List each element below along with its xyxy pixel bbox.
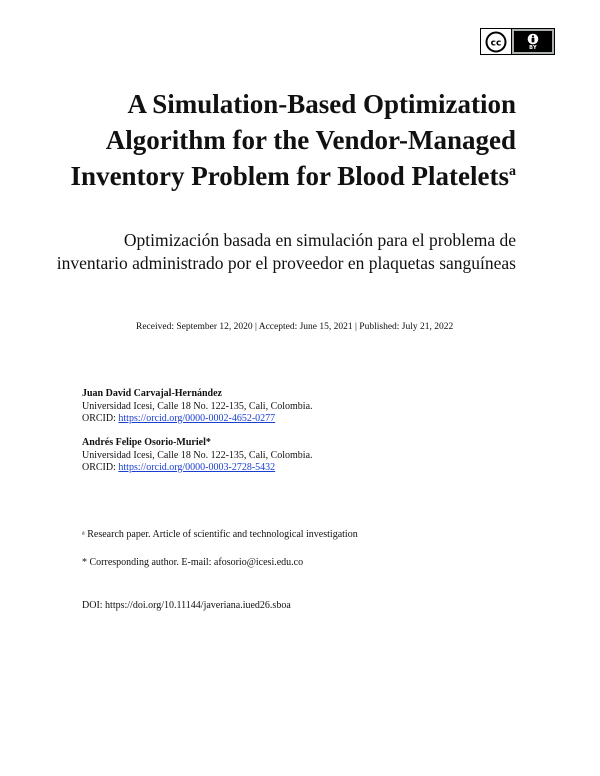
publication-dates: Received: September 12, 2020 | Accepted: June 15, 2021 | Published: July 21, 2022: [136, 322, 454, 332]
author-block: [82, 437, 313, 475]
paper-title: [46, 86, 516, 194]
cc-by-license-badge[interactable]: [480, 28, 555, 55]
paper-subtitle: Optimización basada en simulación para el problema de inventario administrado por el proveedor en plaquetas sanguíneas: [56, 230, 516, 273]
corresponding-author-note: * Corresponding author. E-mail: afosorio@icesi.edu.co: [82, 557, 304, 568]
author-block: [82, 388, 313, 426]
paper-title-text: A Simulation-Based Optimization Algorithm for the Vendor-Managed Inventory Problem for Blood Platelets: [70, 89, 516, 191]
orcid-link[interactable]: https://orcid.org/0000-0002-4652-0277: [118, 413, 276, 424]
author-name: Andrés Felipe Osorio-Muriel*: [82, 437, 211, 448]
by-block: [514, 31, 552, 52]
author-name: Juan David Carvajal-Hernández: [82, 388, 222, 399]
author-affiliation: Universidad Icesi, Calle 18 No. 122-135, Cali, Colombia.: [82, 449, 313, 461]
doi-line[interactable]: DOI: https://doi.org/10.11144/javeriana.iued26.sboa: [82, 600, 291, 611]
author-affiliation: Universidad Icesi, Calle 18 No. 122-135, Cali, Colombia.: [82, 400, 313, 412]
by-label: BY: [529, 44, 537, 51]
cc-icon: [481, 29, 512, 54]
orcid-label: ORCID:: [82, 462, 119, 473]
attribution-person-icon: [527, 33, 539, 45]
cc-label: cc: [490, 38, 502, 48]
title-footnote-marker: a: [509, 164, 516, 179]
orcid-link[interactable]: https://orcid.org/0000-0003-2728-5432: [118, 462, 276, 473]
author-orcid: [82, 462, 313, 475]
research-paper-note: ᵃ Research paper. Article of scientific and technological investigation: [82, 529, 358, 540]
orcid-label: ORCID:: [82, 413, 119, 424]
author-orcid: [82, 413, 313, 426]
